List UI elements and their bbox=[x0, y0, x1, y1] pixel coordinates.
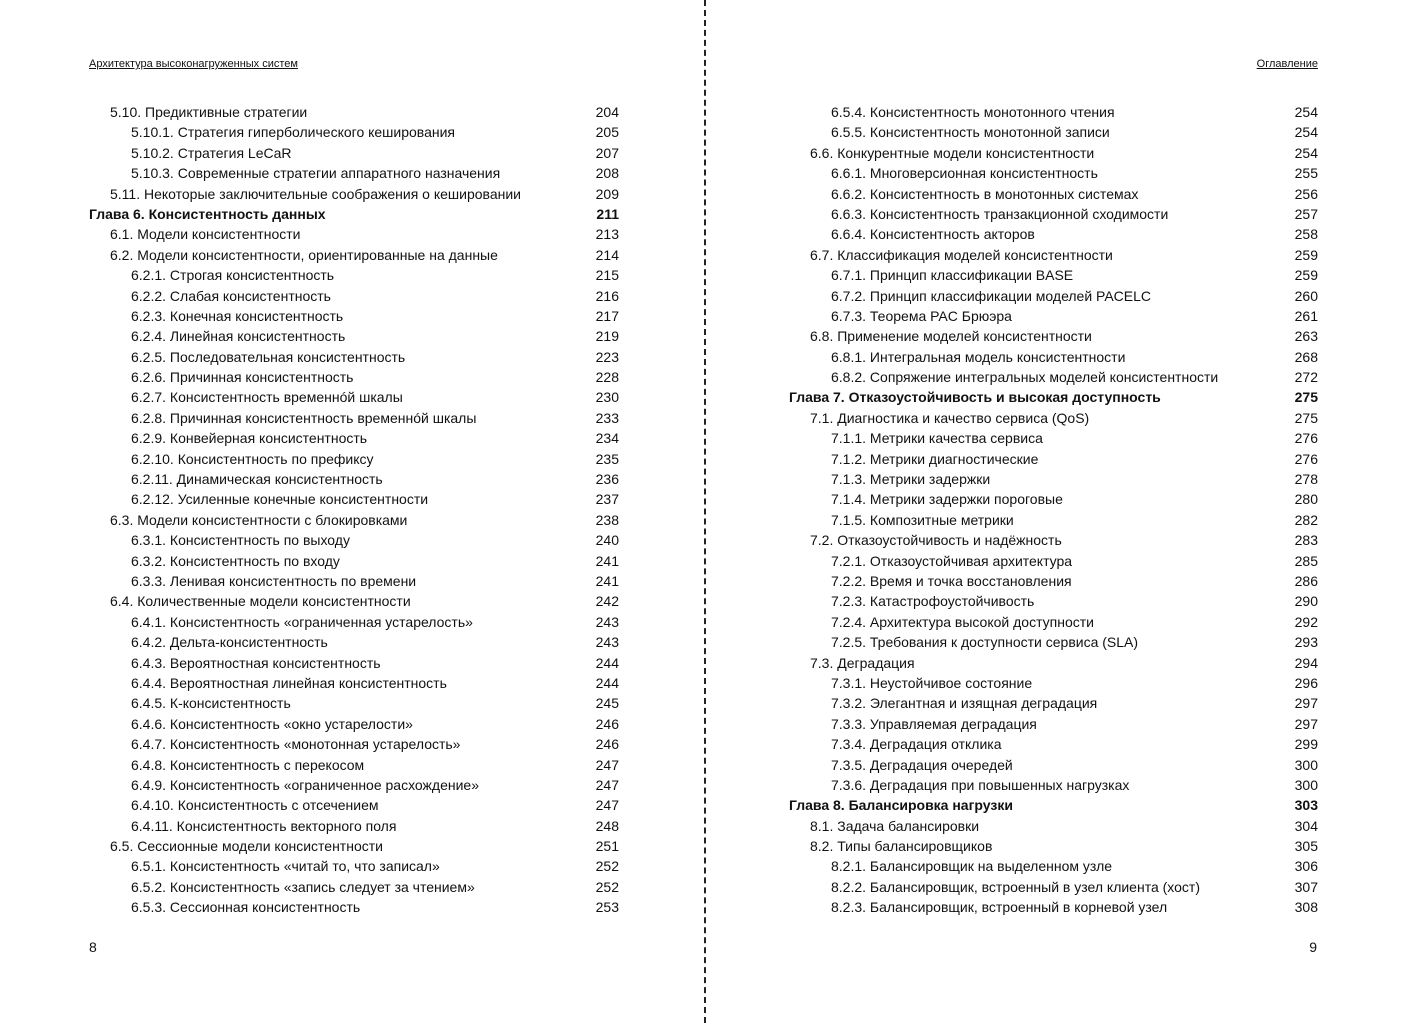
toc-entry-page: 240 bbox=[595, 532, 619, 549]
toc-entry bbox=[89, 571, 619, 591]
toc-entry-page: 283 bbox=[1294, 532, 1318, 549]
toc-entry bbox=[789, 428, 1318, 448]
toc-entry-title: 6.4.6. Консистентность «окно устарелости» bbox=[131, 715, 413, 732]
running-header-book-title: Архитектура высоконагруженных систем bbox=[89, 58, 298, 70]
toc-entry-page: 243 bbox=[595, 634, 619, 651]
toc-entry-page: 209 bbox=[595, 185, 619, 202]
toc-entry-title: 6.6. Конкурентные модели консистентности bbox=[810, 144, 1095, 161]
toc-entry-page: 241 bbox=[595, 552, 619, 569]
toc-entry bbox=[789, 122, 1318, 142]
toc-entry bbox=[89, 612, 619, 632]
toc-entry-page: 303 bbox=[1294, 797, 1318, 814]
toc-entry-title: 6.5.4. Консистентность монотонного чтения bbox=[831, 104, 1115, 120]
toc-entry-title: 7.2. Отказоустойчивость и надёжность bbox=[810, 532, 1062, 549]
toc-entry bbox=[789, 816, 1318, 836]
toc-entry-page: 305 bbox=[1294, 838, 1318, 855]
toc-entry-page: 258 bbox=[1294, 226, 1318, 243]
toc-entry-title: 6.4.7. Консистентность «монотонная устарелость» bbox=[131, 736, 461, 753]
toc-entry-title: 6.4.9. Консистентность «ограниченное расхождение» bbox=[131, 776, 480, 793]
toc-entry-title: 6.4.3. Вероятностная консистентность bbox=[131, 654, 381, 671]
left-page bbox=[0, 0, 704, 1023]
toc-entry-title: 6.8.1. Интегральная модель консистентности bbox=[831, 348, 1126, 365]
toc-entry bbox=[89, 347, 619, 367]
toc-entry-title: 6.6.3. Консистентность транзакционной сходимости bbox=[831, 205, 1169, 222]
toc-entry-page: 275 bbox=[1294, 389, 1318, 406]
toc-entry bbox=[789, 184, 1318, 204]
toc-entry-title: 5.10.3. Современные стратегии аппаратного назначения bbox=[131, 165, 501, 182]
toc-entry bbox=[789, 489, 1318, 509]
toc-entry-title: 8.1. Задача балансировки bbox=[810, 817, 980, 834]
toc-entry-title: 8.2. Типы балансировщиков bbox=[810, 838, 993, 855]
toc-entry bbox=[89, 408, 619, 428]
toc-entry bbox=[89, 551, 619, 571]
toc-entry-title: 7.1. Диагностика и качество сервиса (QoS) bbox=[810, 409, 1090, 426]
toc-entry-title: 6.2.10. Консистентность по префиксу bbox=[131, 450, 374, 467]
toc-entry-page: 253 bbox=[595, 899, 619, 916]
toc-list-right bbox=[789, 102, 1318, 918]
toc-entry-page: 307 bbox=[1294, 878, 1318, 895]
toc-entry bbox=[89, 734, 619, 754]
toc-entry-title: 6.7. Классификация моделей консистентности bbox=[810, 246, 1113, 263]
toc-entry-title: 6.4.10. Консистентность с отсечением bbox=[131, 797, 379, 814]
toc-entry-page: 213 bbox=[595, 226, 619, 243]
toc-entry-page: 280 bbox=[1294, 491, 1318, 508]
toc-entry-page: 252 bbox=[595, 858, 619, 875]
toc-entry-page: 296 bbox=[1294, 674, 1318, 691]
toc-entry bbox=[789, 775, 1318, 795]
toc-entry-page: 246 bbox=[595, 736, 619, 753]
toc-entry bbox=[789, 469, 1318, 489]
toc-entry-page: 294 bbox=[1294, 654, 1318, 671]
toc-entry-title: 5.10.2. Стратегия LeCaR bbox=[131, 144, 292, 161]
toc-entry-page: 230 bbox=[595, 389, 619, 406]
toc-entry-page: 223 bbox=[595, 348, 619, 365]
toc-entry bbox=[789, 571, 1318, 591]
toc-entry bbox=[89, 795, 619, 815]
toc-entry-page: 215 bbox=[595, 267, 619, 284]
toc-entry-page: 248 bbox=[595, 817, 619, 834]
toc-entry bbox=[789, 856, 1318, 876]
toc-entry bbox=[789, 714, 1318, 734]
toc-entry-title: 6.2.1. Строгая консистентность bbox=[131, 267, 335, 284]
toc-entry-page: 204 bbox=[595, 104, 619, 120]
toc-list-left bbox=[89, 102, 619, 918]
toc-entry-title: Глава 7. Отказоустойчивость и высокая доступность bbox=[789, 389, 1161, 406]
toc-entry bbox=[89, 306, 619, 326]
toc-entry-title: 7.1.5. Композитные метрики bbox=[831, 511, 1014, 528]
toc-entry bbox=[89, 143, 619, 163]
toc-entry-title: 6.6.1. Многоверсионная консистентность bbox=[831, 165, 1098, 182]
toc-entry-page: 256 bbox=[1294, 185, 1318, 202]
toc-entry bbox=[89, 489, 619, 509]
toc-entry-page: 285 bbox=[1294, 552, 1318, 569]
toc-entry-title: 7.3.6. Деградация при повышенных нагрузках bbox=[831, 776, 1130, 793]
toc-entry-page: 286 bbox=[1294, 572, 1318, 589]
toc-entry-title: 5.11. Некоторые заключительные соображения о кешировании bbox=[110, 185, 521, 202]
toc-entry bbox=[789, 224, 1318, 244]
toc-entry bbox=[789, 367, 1318, 387]
toc-entry-title: 6.2.2. Слабая консистентность bbox=[131, 287, 331, 304]
toc-entry-page: 259 bbox=[1294, 267, 1318, 284]
toc-entry-page: 272 bbox=[1294, 369, 1318, 386]
toc-entry-page: 246 bbox=[595, 715, 619, 732]
toc-entry bbox=[89, 755, 619, 775]
toc-entry-title: 6.2.11. Динамическая консистентность bbox=[131, 471, 383, 488]
toc-entry-title: 6.2.12. Усиленные конечные консистентности bbox=[131, 491, 429, 508]
toc-entry-page: 261 bbox=[1294, 307, 1318, 324]
toc-entry bbox=[789, 734, 1318, 754]
toc-entry-title: 6.8. Применение моделей консистентности bbox=[810, 328, 1092, 345]
toc-entry-title: 6.4. Количественные модели консистентности bbox=[110, 593, 411, 610]
toc-entry bbox=[789, 102, 1318, 122]
toc-entry bbox=[789, 510, 1318, 530]
toc-entry bbox=[89, 224, 619, 244]
toc-entry-page: 237 bbox=[595, 491, 619, 508]
toc-entry-title: 7.2.1. Отказоустойчивая архитектура bbox=[831, 552, 1073, 569]
toc-entry-page: 252 bbox=[595, 878, 619, 895]
toc-entry-title: 6.2. Модели консистентности, ориентированные на данные bbox=[110, 246, 498, 263]
toc-entry-page: 214 bbox=[595, 246, 619, 263]
toc-entry-page: 238 bbox=[595, 511, 619, 528]
toc-entry bbox=[789, 245, 1318, 265]
toc-entry-page: 247 bbox=[595, 776, 619, 793]
toc-entry-page: 263 bbox=[1294, 328, 1318, 345]
toc-entry-title: 6.4.5. К-консистентность bbox=[131, 695, 291, 712]
toc-entry bbox=[789, 551, 1318, 571]
toc-entry-page: 292 bbox=[1294, 613, 1318, 630]
right-page bbox=[706, 0, 1410, 1023]
toc-entry-title: 6.7.1. Принцип классификации BASE bbox=[831, 267, 1074, 284]
toc-entry-page: 306 bbox=[1294, 858, 1318, 875]
toc-entry-page: 244 bbox=[595, 654, 619, 671]
toc-chapter-entry bbox=[789, 387, 1318, 407]
toc-entry bbox=[89, 163, 619, 183]
toc-entry bbox=[789, 632, 1318, 652]
toc-entry-title: 6.5. Сессионные модели консистентности bbox=[110, 838, 383, 855]
toc-entry-title: 6.2.3. Конечная консистентность bbox=[131, 307, 344, 324]
toc-entry bbox=[89, 897, 619, 917]
toc-entry-page: 282 bbox=[1294, 511, 1318, 528]
toc-entry-page: 268 bbox=[1294, 348, 1318, 365]
toc-entry-page: 300 bbox=[1294, 776, 1318, 793]
toc-entry-title: 7.1.2. Метрики диагностические bbox=[831, 450, 1039, 467]
toc-entry-page: 243 bbox=[595, 613, 619, 630]
toc-entry-page: 293 bbox=[1294, 634, 1318, 651]
toc-entry-title: 6.5.5. Консистентность монотонной записи bbox=[831, 124, 1110, 141]
toc-entry bbox=[89, 693, 619, 713]
toc-entry bbox=[89, 856, 619, 876]
toc-entry-title: 6.2.6. Причинная консистентность bbox=[131, 369, 354, 386]
toc-entry-title: 7.1.3. Метрики задержки bbox=[831, 471, 991, 488]
toc-entry bbox=[89, 184, 619, 204]
toc-entry-page: 244 bbox=[595, 674, 619, 691]
toc-entry-page: 241 bbox=[595, 572, 619, 589]
toc-entry-page: 236 bbox=[595, 471, 619, 488]
toc-entry-page: 304 bbox=[1294, 817, 1318, 834]
toc-entry-title: 6.3.2. Консистентность по входу bbox=[131, 552, 340, 569]
toc-entry-page: 207 bbox=[595, 144, 619, 161]
toc-entry-title: 6.3. Модели консистентности с блокировками bbox=[110, 511, 408, 528]
toc-entry-title: 6.4.4. Вероятностная линейная консистентность bbox=[131, 674, 447, 691]
toc-entry bbox=[89, 122, 619, 142]
toc-entry-page: 300 bbox=[1294, 756, 1318, 773]
toc-entry-page: 211 bbox=[596, 205, 619, 222]
toc-entry bbox=[89, 387, 619, 407]
toc-entry-title: 7.1.4. Метрики задержки пороговые bbox=[831, 491, 1063, 508]
toc-entry-title: 6.2.7. Консистентность временнóй шкалы bbox=[131, 389, 403, 406]
toc-entry bbox=[789, 326, 1318, 346]
toc-entry bbox=[789, 143, 1318, 163]
toc-entry-title: 6.7.2. Принцип классификации моделей PACELC bbox=[831, 287, 1152, 304]
toc-entry-page: 251 bbox=[595, 838, 619, 855]
toc-entry-page: 275 bbox=[1294, 409, 1318, 426]
toc-entry bbox=[89, 102, 619, 122]
toc-entry-title: 7.1.1. Метрики качества сервиса bbox=[831, 430, 1043, 447]
toc-entry bbox=[789, 693, 1318, 713]
toc-entry-title: 6.4.2. Дельта-консистентность bbox=[131, 634, 328, 651]
toc-entry-title: 5.10.1. Стратегия гиперболического кеширования bbox=[131, 124, 456, 141]
toc-entry-title: 7.3. Деградация bbox=[810, 654, 915, 671]
toc-entry-title: Глава 6. Консистентность данных bbox=[89, 205, 326, 222]
toc-entry bbox=[89, 653, 619, 673]
toc-entry-title: 6.4.8. Консистентность с перекосом bbox=[131, 756, 365, 773]
toc-entry bbox=[89, 877, 619, 897]
toc-entry bbox=[89, 530, 619, 550]
toc-entry-title: 6.4.1. Консистентность «ограниченная устарелость» bbox=[131, 613, 473, 630]
page-number-left: 8 bbox=[89, 939, 97, 955]
running-header-section-title: Оглавление bbox=[1256, 58, 1318, 70]
toc-entry-title: 6.8.2. Сопряжение интегральных моделей консистентности bbox=[831, 369, 1219, 386]
toc-entry-page: 228 bbox=[595, 369, 619, 386]
toc-entry bbox=[789, 530, 1318, 550]
toc-entry bbox=[789, 591, 1318, 611]
toc-entry-title: 6.6.2. Консистентность в монотонных системах bbox=[831, 185, 1139, 202]
toc-entry-title: 8.2.1. Балансировщик на выделенном узле bbox=[831, 858, 1113, 875]
toc-entry-title: 6.3.3. Ленивая консистентность по времени bbox=[131, 572, 417, 589]
toc-entry-page: 257 bbox=[1294, 205, 1318, 222]
toc-entry bbox=[789, 163, 1318, 183]
toc-entry-title: 7.2.4. Архитектура высокой доступности bbox=[831, 613, 1094, 630]
toc-entry-page: 259 bbox=[1294, 246, 1318, 263]
toc-entry-page: 299 bbox=[1294, 736, 1318, 753]
toc-entry-title: Глава 8. Балансировка нагрузки bbox=[789, 797, 1013, 814]
toc-entry-title: 7.3.4. Деградация отклика bbox=[831, 736, 1002, 753]
toc-entry bbox=[89, 326, 619, 346]
toc-entry-page: 242 bbox=[595, 593, 619, 610]
toc-entry bbox=[789, 673, 1318, 693]
toc-entry-page: 254 bbox=[1294, 144, 1318, 161]
toc-entry-title: 7.2.2. Время и точка восстановления bbox=[831, 572, 1072, 589]
toc-entry-page: 247 bbox=[595, 797, 619, 814]
toc-entry bbox=[89, 265, 619, 285]
toc-entry-title: 7.3.3. Управляемая деградация bbox=[831, 715, 1037, 732]
toc-entry-title: 6.1. Модели консистентности bbox=[110, 226, 301, 243]
toc-entry-page: 255 bbox=[1294, 165, 1318, 182]
toc-entry-title: 6.5.1. Консистентность «читай то, что записал» bbox=[131, 858, 440, 875]
toc-entry bbox=[89, 673, 619, 693]
toc-entry bbox=[89, 367, 619, 387]
toc-entry bbox=[89, 714, 619, 734]
toc-entry-page: 234 bbox=[595, 430, 619, 447]
toc-entry-page: 260 bbox=[1294, 287, 1318, 304]
toc-entry-page: 233 bbox=[595, 409, 619, 426]
toc-entry bbox=[89, 836, 619, 856]
toc-entry-page: 254 bbox=[1294, 104, 1318, 120]
toc-entry-page: 217 bbox=[595, 307, 619, 324]
toc-entry-title: 6.3.1. Консистентность по выходу bbox=[131, 532, 350, 549]
toc-entry bbox=[89, 286, 619, 306]
toc-entry-page: 245 bbox=[595, 695, 619, 712]
toc-entry-page: 297 bbox=[1294, 695, 1318, 712]
toc-entry bbox=[789, 877, 1318, 897]
toc-entry-page: 276 bbox=[1294, 450, 1318, 467]
toc-entry-title: 6.6.4. Консистентность акторов bbox=[831, 226, 1035, 243]
toc-entry-title: 5.10. Предиктивные стратегии bbox=[110, 104, 308, 120]
page-number-right: 9 bbox=[1309, 939, 1317, 955]
toc-entry-title: 6.5.2. Консистентность «запись следует за чтением» bbox=[131, 878, 475, 895]
toc-entry bbox=[789, 449, 1318, 469]
toc-entry-title: 6.2.4. Линейная консистентность bbox=[131, 328, 346, 345]
toc-entry-title: 7.3.1. Неустойчивое состояние bbox=[831, 674, 1033, 691]
toc-entry-page: 219 bbox=[595, 328, 619, 345]
toc-entry-page: 235 bbox=[595, 450, 619, 467]
toc-entry-page: 254 bbox=[1294, 124, 1318, 141]
toc-entry bbox=[789, 306, 1318, 326]
toc-entry bbox=[89, 428, 619, 448]
toc-entry-page: 278 bbox=[1294, 471, 1318, 488]
toc-entry-title: 6.2.8. Причинная консистентность временнóй шкалы bbox=[131, 409, 477, 426]
toc-entry bbox=[89, 245, 619, 265]
toc-entry bbox=[789, 265, 1318, 285]
toc-entry-title: 6.4.11. Консистентность векторного поля bbox=[131, 817, 397, 834]
toc-entry bbox=[89, 510, 619, 530]
toc-entry-page: 247 bbox=[595, 756, 619, 773]
toc-entry bbox=[789, 612, 1318, 632]
toc-entry bbox=[789, 408, 1318, 428]
toc-entry-title: 7.2.5. Требования к доступности сервиса (SLA) bbox=[831, 634, 1139, 651]
toc-chapter-entry bbox=[789, 795, 1318, 815]
toc-entry bbox=[89, 775, 619, 795]
toc-entry bbox=[789, 653, 1318, 673]
toc-entry bbox=[789, 204, 1318, 224]
toc-chapter-entry bbox=[89, 204, 619, 224]
toc-entry-title: 7.3.5. Деградация очередей bbox=[831, 756, 1013, 773]
toc-entry-title: 8.2.3. Балансировщик, встроенный в корневой узел bbox=[831, 899, 1168, 916]
toc-entry bbox=[789, 755, 1318, 775]
toc-entry-page: 297 bbox=[1294, 715, 1318, 732]
toc-entry bbox=[789, 897, 1318, 917]
toc-entry bbox=[89, 816, 619, 836]
toc-entry-page: 290 bbox=[1294, 593, 1318, 610]
toc-entry bbox=[789, 347, 1318, 367]
toc-entry-page: 205 bbox=[595, 124, 619, 141]
toc-entry-title: 6.2.9. Конвейерная консистентность bbox=[131, 430, 368, 447]
toc-entry bbox=[789, 286, 1318, 306]
toc-entry-title: 6.7.3. Теорема PAC Брюэра bbox=[831, 307, 1012, 324]
toc-entry-page: 216 bbox=[595, 287, 619, 304]
toc-entry-page: 308 bbox=[1294, 899, 1318, 916]
toc-entry-title: 8.2.2. Балансировщик, встроенный в узел клиента (хост) bbox=[831, 878, 1200, 895]
toc-entry bbox=[89, 632, 619, 652]
toc-entry-title: 6.5.3. Сессионная консистентность bbox=[131, 899, 361, 916]
toc-entry-title: 6.2.5. Последовательная консистентность bbox=[131, 348, 406, 365]
toc-entry-title: 7.2.3. Катастрофоустойчивость bbox=[831, 593, 1035, 610]
toc-entry bbox=[89, 469, 619, 489]
toc-entry bbox=[789, 836, 1318, 856]
toc-entry bbox=[89, 449, 619, 469]
toc-entry-title: 7.3.2. Элегантная и изящная деградация bbox=[831, 695, 1098, 712]
toc-entry bbox=[89, 591, 619, 611]
toc-entry-page: 208 bbox=[595, 165, 619, 182]
toc-entry-page: 276 bbox=[1294, 430, 1318, 447]
